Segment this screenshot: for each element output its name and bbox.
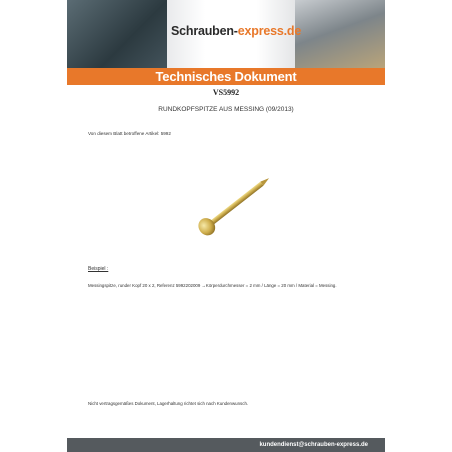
example-text: Messingspitze, runder Kopf 20 x 2, Referenz 5992202009 →Körperdurchmesser = 2 mm / Länge = 20 mm / Material = Messing. <box>88 283 337 288</box>
document-page <box>67 0 385 452</box>
banner-photo-tools <box>67 0 167 68</box>
brand-logo <box>171 24 301 38</box>
title-bar <box>67 68 385 85</box>
document-title: RUNDKOPFSPITZE AUS MESSING (09/2013) <box>158 106 294 113</box>
logo-main-text: Schrauben- <box>171 24 238 38</box>
header-banner <box>67 0 385 68</box>
example-heading: Beispiel : <box>88 266 109 272</box>
document-id: VS5992 <box>212 88 240 97</box>
disclaimer-text: Nicht vertragsgemäßes Dokument, Lagerhaltung richtet sich nach Kundenwunsch. <box>88 401 249 406</box>
logo-accent-text: express.de <box>237 24 302 38</box>
footer-bar <box>67 438 385 452</box>
footer-email-link[interactable]: kundendienst@schrauben-express.de <box>259 442 368 448</box>
banner-title: Technisches Dokument <box>155 69 297 84</box>
affected-articles: Von diesem Blatt betroffene Artikel: 5992 <box>88 131 171 136</box>
banner-photo-screws <box>295 0 385 68</box>
brass-nail-icon <box>182 172 282 242</box>
